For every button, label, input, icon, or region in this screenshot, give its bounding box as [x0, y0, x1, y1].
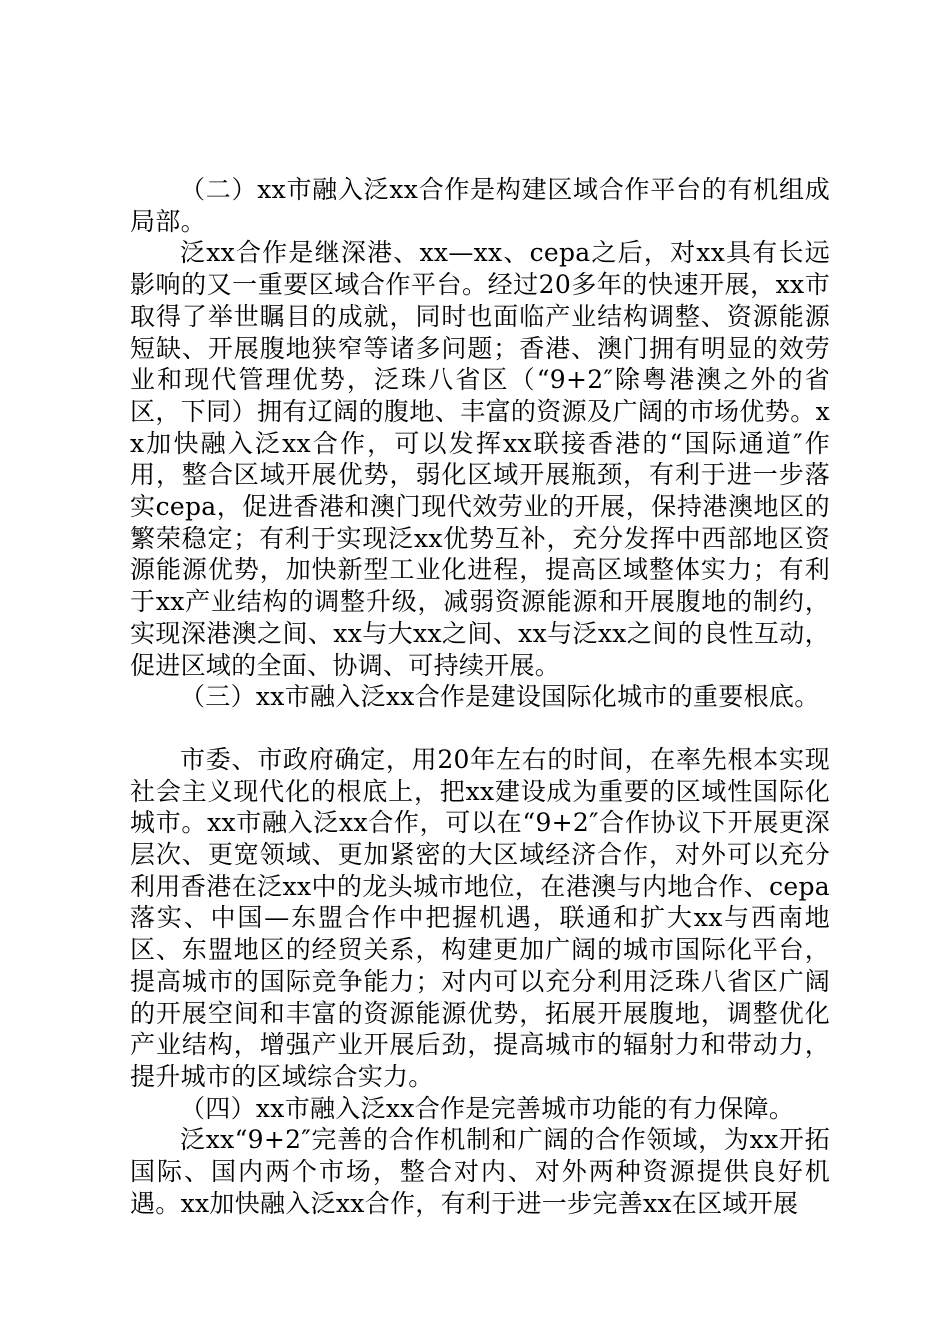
section-body-2: 泛xx合作是继深港、xx—xx、cepa之后，对xx具有长远影响的又一重要区域合作平台。经过20多年的快速开展，xx市取得了举世瞩目的成就，同时也面临产业结构调整、资源能源短缺、开展腹地狭窄等诸多问题；香港、澳门拥有明显的效劳业和现代管理优势，泛珠八省区（“9+2″除粤港澳之外的省区，下同）拥有辽阔的腹地、丰富的资源及广阔的市场优势。xx加快融入泛xx合作，可以发挥xx联接香港的“国际通道″作用，整合区域开展优势，弱化区域开展瓶颈，有利于进一步落实cepa，促进香港和澳门现代效劳业的开展，保持港澳地区的繁荣稳定；有利于实现泛xx优势互补，充分发挥中西部地区资源能源优势，加快新型工业化进程，提高区域整体实力；有利于xx产业结构的调整升级，减弱资源能源和开展腹地的制约，实现深港澳之间、xx与大xx之间、xx与泛xx之间的良性互动，促进区域的全面、协调、可持续开展。 [130, 238, 830, 680]
document-page [130, 174, 830, 1220]
section-body-4: 泛xx“9+2″完善的合作机制和广阔的合作领域，为xx开拓国际、国内两个市场，整合对内、对外两种资源提供良好机遇。xx加快融入泛xx合作，有利于进一步完善xx在区域开展 [130, 1125, 830, 1218]
section-heading-2: （二）xx市融入泛xx合作是构建区域合作平台的有机组成局部。 [130, 175, 830, 236]
section-body-3: 市委、市政府确定，用20年左右的时间，在率先根本实现社会主义现代化的根底上，把xx建设成为重要的区域性国际化城市。xx市融入泛xx合作，可以在“9+2″合作协议下开展更深层次、更宽领域、更加紧密的大区域经济合作，对外可以充分利用香港在泛xx中的龙头城市地位，在港澳与内地合作、cepa落实、中国—东盟合作中把握机遇，联通和扩大xx与西南地区、东盟地区的经贸关系，构建更加广阔的城市国际化平台，提高城市的国际竞争能力；对内可以充分利用泛珠八省区广阔的开展空间和丰富的资源能源优势，拓展开展腹地，调整优化产业结构，增强产业开展后劲，提高城市的辐射力和带动力，提升城市的区域综合实力。 [130, 744, 830, 1091]
section-heading-4: （四）xx市融入泛xx合作是完善城市功能的有力保障。 [180, 1093, 795, 1123]
paragraph-gap [130, 713, 830, 744]
section-heading-3: （三）xx市融入泛xx合作是建设国际化城市的重要根底。 [180, 682, 820, 712]
